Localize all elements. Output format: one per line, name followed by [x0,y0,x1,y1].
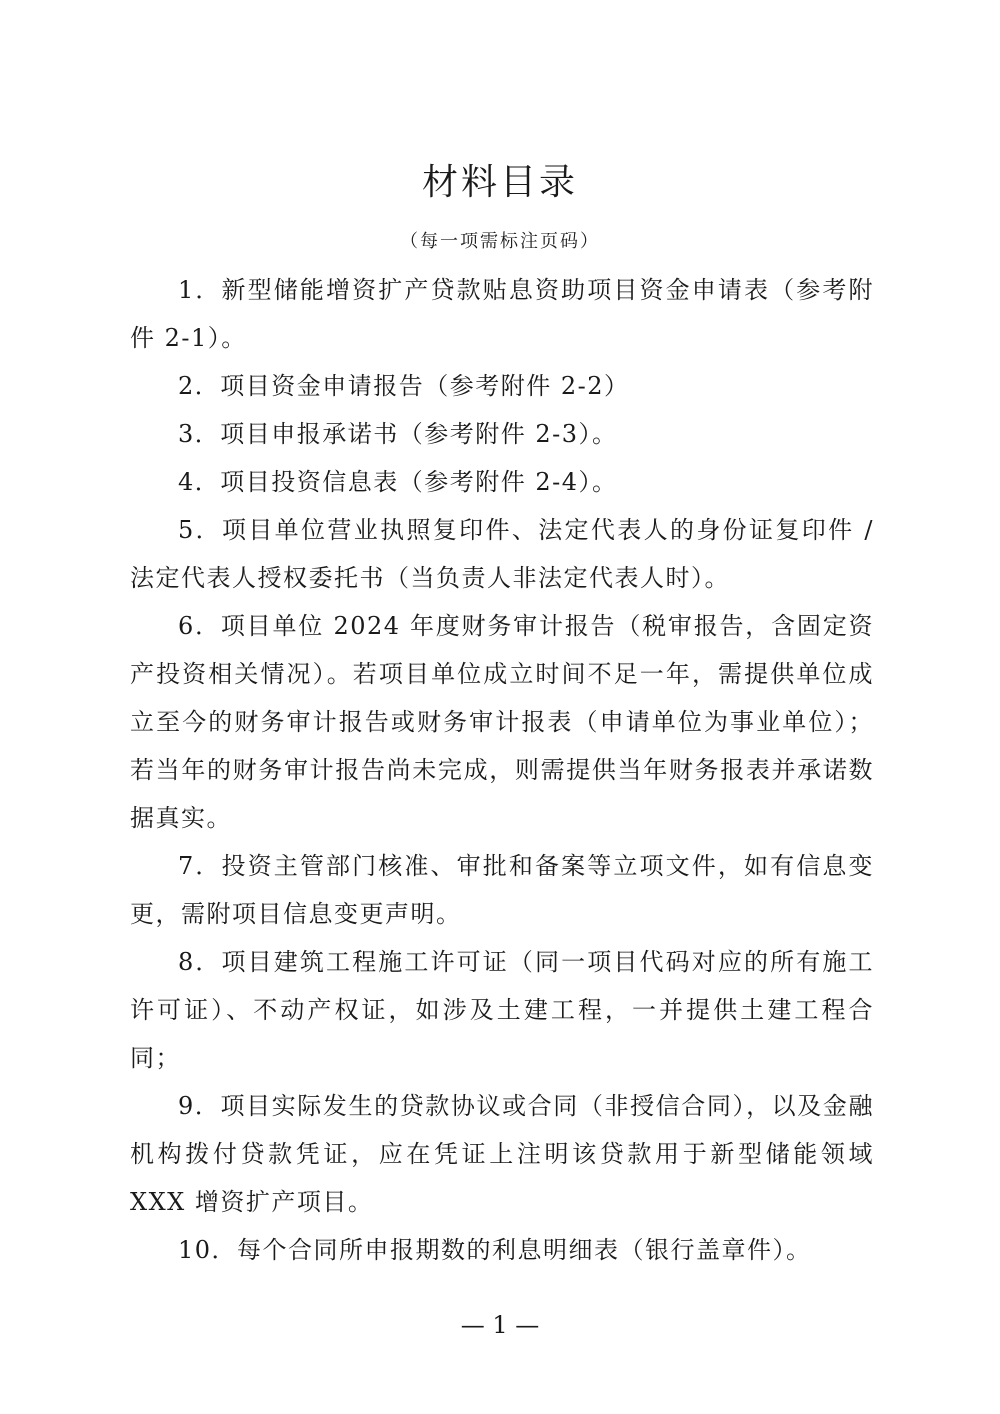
list-item: 7．投资主管部门核准、审批和备案等立项文件，如有信息变更，需附项目信息变更声明。 [130,852,874,928]
list-item: 2．项目资金申请报告（参考附件 2-2） [178,372,630,400]
list-item: 1．新型储能增资扩产贷款贴息资助项目资金申请表（参考附件 2-1）。 [130,276,874,352]
materials-list [130,266,874,1274]
list-item: 9．项目实际发生的贷款协议或合同（非授信合同），以及金融机构拨付贷款凭证，应在凭证上注明该贷款用于新型储能领域 XXX 增资扩产项目。 [130,1092,874,1216]
page-title: 材料目录 [421,162,578,203]
list-item: 5．项目单位营业执照复印件、法定代表人的身份证复印件 / 法定代表人授权委托书（当负责人非法定代表人时）。 [130,516,874,592]
list-item: 3．项目申报承诺书（参考附件 2-3）。 [178,420,618,448]
list-item: 4．项目投资信息表（参考附件 2-4）。 [178,468,618,496]
list-item: 6．项目单位 2024 年度财务审计报告（税审报告，含固定资产投资相关情况）。若项目单位成立时间不足一年，需提供单位成立至今的财务审计报告或财务审计报表（申请单位为事业单位）；若当年的财务审计报告尚未完成，则需提供当年财务报表并承诺数据真实。 [130,612,874,832]
page-subtitle: （每一项需标注页码） [400,231,600,252]
list-item: 10．每个合同所申报期数的利息明细表（银行盖章件）。 [178,1236,812,1264]
list-item: 8．项目建筑工程施工许可证（同一项目代码对应的所有施工许可证）、不动产权证，如涉及土建工程，一并提供土建工程合同； [130,948,874,1072]
page-number: — 1 — [460,1311,540,1339]
